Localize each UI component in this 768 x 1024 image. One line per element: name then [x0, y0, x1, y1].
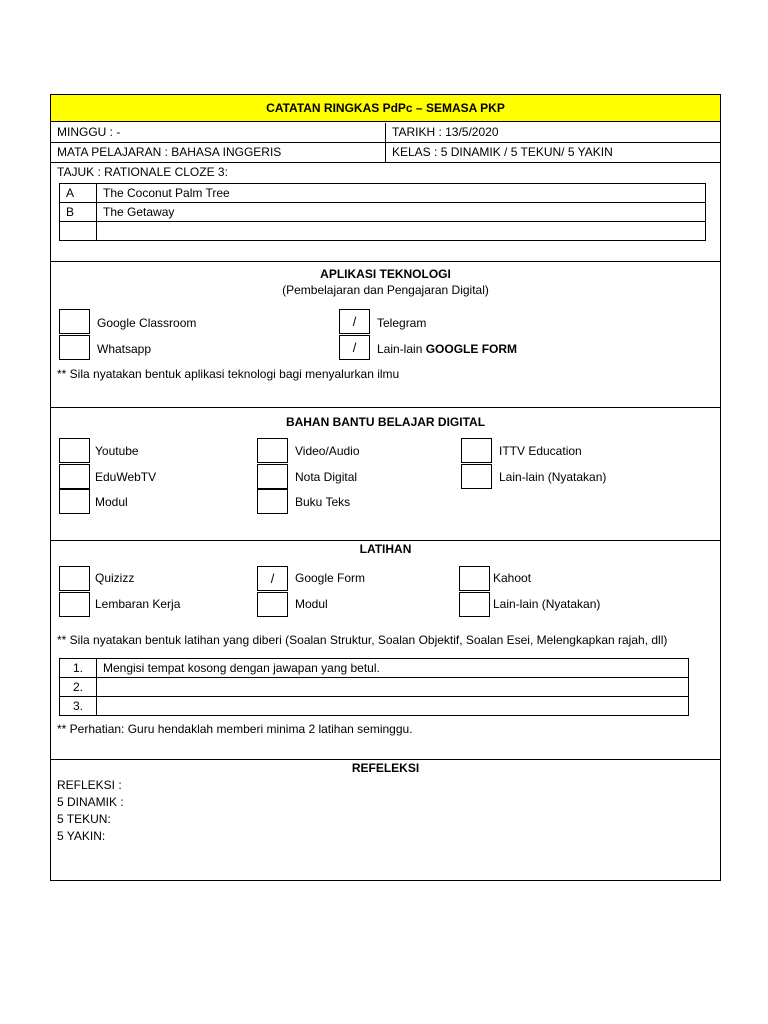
item-text: Mengisi tempat kosong dengan jawapan yang betul.	[97, 659, 689, 678]
tajuk-value: The Coconut Palm Tree	[97, 184, 706, 203]
checkbox-modul-bahan[interactable]	[59, 489, 90, 514]
checkbox-eduwebtv[interactable]	[59, 464, 90, 489]
option-label: Lembaran Kerja	[95, 597, 181, 611]
option-label: Modul	[95, 495, 128, 509]
refleksi-line: REFLEKSI :	[57, 778, 122, 792]
checkbox-youtube[interactable]	[59, 438, 90, 463]
option-label: Google Classroom	[97, 316, 197, 330]
aplikasi-subtitle: (Pembelajaran dan Pengajaran Digital)	[282, 283, 489, 297]
refleksi-line-dinamik: 5 DINAMIK :	[57, 795, 124, 809]
minggu-field: MINGGU : -	[57, 125, 121, 139]
item-text	[97, 678, 689, 697]
option-label: Youtube	[95, 444, 139, 458]
checkbox-ittv-education[interactable]	[461, 438, 492, 463]
tarikh-field: TARIKH : 13/5/2020	[392, 125, 499, 139]
option-label-lain-lain	[377, 342, 517, 357]
option-label: EduWebTV	[95, 470, 157, 484]
table-row	[60, 184, 706, 203]
option-label: Lain-lain	[377, 342, 423, 356]
latihan-note: ** Sila nyatakan bentuk latihan yang diberi (Soalan Struktur, Soalan Objektif, Soalan Esei, Melengkapkan rajah, dll)	[57, 633, 668, 647]
checkbox-lain-lain-latihan[interactable]	[459, 592, 490, 617]
option-label: Nota Digital	[295, 470, 358, 484]
table-row	[60, 697, 689, 716]
table-row	[60, 203, 706, 222]
option-label: Kahoot	[493, 571, 532, 585]
bahan-title: BAHAN BANTU BELAJAR DIGITAL	[285, 415, 486, 429]
checkbox-whatsapp[interactable]	[59, 335, 90, 360]
checkbox-buku-teks[interactable]	[257, 489, 288, 514]
tajuk-value	[97, 222, 706, 241]
section-divider	[51, 540, 720, 541]
checkbox-modul-latihan[interactable]	[257, 592, 288, 617]
checkbox-lembaran-kerja[interactable]	[59, 592, 90, 617]
tajuk-value: The Getaway	[97, 203, 706, 222]
latihan-title: LATIHAN	[359, 542, 412, 556]
tajuk-key: A	[60, 184, 97, 203]
table-row	[60, 222, 706, 241]
checkbox-kahoot[interactable]	[459, 566, 490, 591]
item-number: 2.	[60, 678, 97, 697]
perhatian-note: ** Perhatian: Guru hendaklah memberi minima 2 latihan seminggu.	[57, 722, 413, 736]
section-divider	[51, 407, 720, 408]
option-value-google-form: GOOGLE FORM	[425, 342, 518, 356]
checkbox-telegram[interactable]: /	[339, 309, 370, 334]
table-row	[60, 659, 689, 678]
checkbox-lain-lain-bahan[interactable]	[461, 464, 492, 489]
refleksi-line-yakin: 5 YAKIN:	[57, 829, 106, 843]
latihan-table	[59, 658, 689, 716]
header-row-subject-class	[51, 143, 720, 163]
aplikasi-note: ** Sila nyatakan bentuk aplikasi teknologi bagi menyalurkan ilmu	[57, 367, 400, 381]
kelas-field: KELAS : 5 DINAMIK / 5 TEKUN/ 5 YAKIN	[392, 145, 613, 159]
refleksi-title: REFELEKSI	[351, 761, 420, 775]
option-label: Modul	[295, 597, 328, 611]
option-label: Lain-lain (Nyatakan)	[499, 470, 607, 484]
item-number: 1.	[60, 659, 97, 678]
aplikasi-title: APLIKASI TEKNOLOGI	[320, 267, 451, 281]
tajuk-key: B	[60, 203, 97, 222]
table-row	[60, 678, 689, 697]
option-label: Video/Audio	[295, 444, 360, 458]
item-text	[97, 697, 689, 716]
option-label: Whatsapp	[97, 342, 152, 356]
option-label: Lain-lain (Nyatakan)	[493, 597, 601, 611]
mata-pelajaran-field: MATA PELAJARAN : BAHASA INGGERIS	[57, 145, 282, 159]
section-divider	[51, 759, 720, 760]
tajuk-field: TAJUK : RATIONALE CLOZE 3:	[57, 165, 228, 179]
option-label: Buku Teks	[295, 495, 351, 509]
option-label: Telegram	[377, 316, 427, 330]
section-divider	[51, 261, 720, 262]
checkbox-quizizz[interactable]	[59, 566, 90, 591]
option-label: Google Form	[295, 571, 366, 585]
option-label: Quizizz	[95, 571, 135, 585]
option-label: ITTV Education	[499, 444, 582, 458]
item-number: 3.	[60, 697, 97, 716]
tajuk-table	[59, 183, 706, 241]
checkbox-lain-lain[interactable]: /	[339, 335, 370, 360]
checkbox-video-audio[interactable]	[257, 438, 288, 463]
checkbox-google-form[interactable]: /	[257, 566, 288, 591]
pdpc-record-form	[50, 94, 721, 881]
tajuk-key	[60, 222, 97, 241]
refleksi-line-tekun: 5 TEKUN:	[57, 812, 111, 826]
checkbox-google-classroom[interactable]	[59, 309, 90, 334]
header-row-week-date	[51, 123, 720, 143]
checkbox-nota-digital[interactable]	[257, 464, 288, 489]
form-title: CATATAN RINGKAS PdPc – SEMASA PKP	[51, 95, 720, 122]
